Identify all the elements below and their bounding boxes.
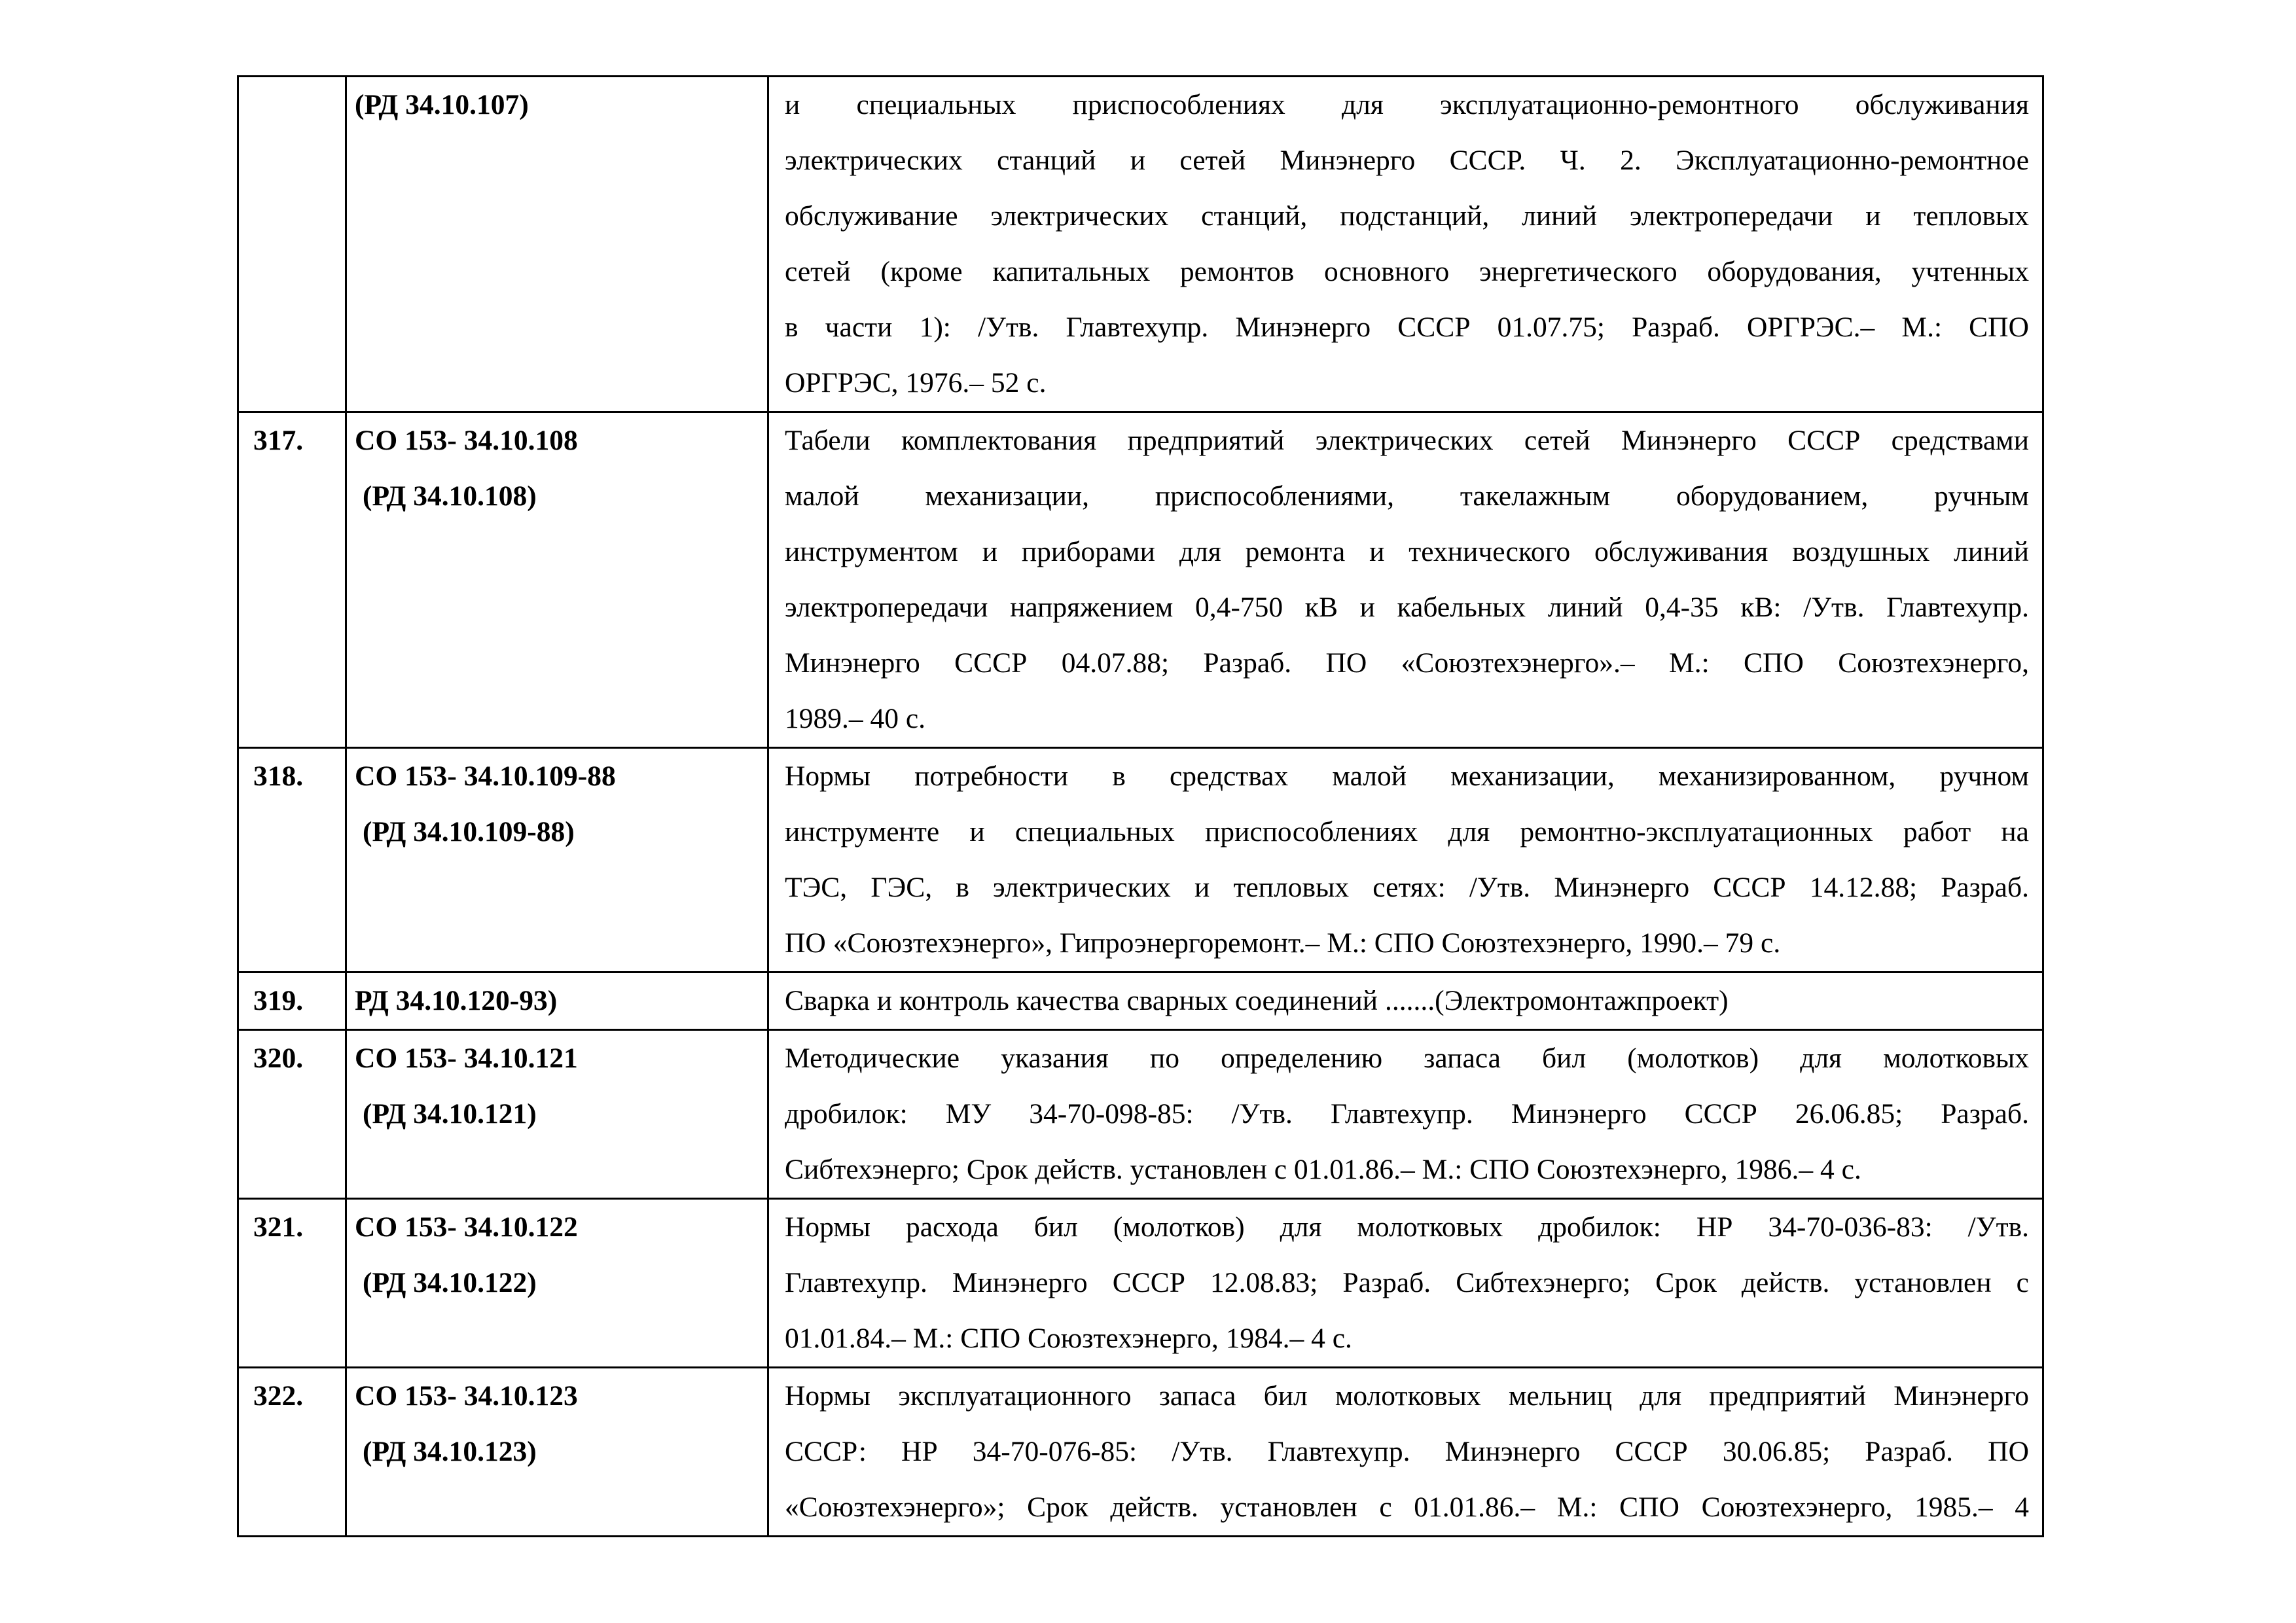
table-row xyxy=(238,748,2043,972)
table-row xyxy=(238,1030,2043,1199)
document-description-cell xyxy=(768,748,2043,972)
description-line: «Союзтехэнерго»; Срок действ. установлен с 01.01.86.– М.: СПО Союзтехэнерго, 1985.– 4 xyxy=(785,1491,2029,1523)
document-code-line: РД 34.10.120-93) xyxy=(355,985,558,1016)
description-line: Сибтехэнерго; Срок действ. установлен с 01.01.86.– М.: СПО Союзтехэнерго, 1986.– 4 с. xyxy=(785,1154,1861,1185)
document-code-line: СО 153- 34.10.121 xyxy=(355,1043,578,1074)
description-line: Нормы эксплуатационного запаса бил молотковых мельниц для предприятий Минэнерго xyxy=(785,1380,2029,1412)
description-line: ТЭС, ГЭС, в электрических и тепловых сетях: /Утв. Минэнерго СССР 14.12.88; Разраб. xyxy=(785,872,2029,903)
description-line: дробилок: МУ 34-70-098-85: /Утв. Главтехупр. Минэнерго СССР 26.06.85; Разраб. xyxy=(785,1098,2029,1130)
row-number: 317. xyxy=(238,412,346,748)
document-code-line: (РД 34.10.109-88) xyxy=(363,816,575,847)
description-line: Табели комплектования предприятий электрических сетей Минэнерго СССР средствами xyxy=(785,425,2029,456)
document-code-line: (РД 34.10.107) xyxy=(355,89,529,120)
description-line: ПО «Союзтехэнерго», Гипроэнергоремонт.– М.: СПО Союзтехэнерго, 1990.– 79 с. xyxy=(785,927,1781,959)
row-number xyxy=(238,77,346,412)
row-number: 318. xyxy=(238,748,346,972)
description-line: в части 1): /Утв. Главтехупр. Минэнерго СССР 01.07.75; Разраб. ОРГРЭС.– М.: СПО xyxy=(785,312,2029,343)
document-code-line: СО 153- 34.10.108 xyxy=(355,425,578,456)
description-line: инструментом и приборами для ремонта и технического обслуживания воздушных линий xyxy=(785,536,2029,567)
table-row xyxy=(238,972,2043,1030)
document-code-cell xyxy=(346,748,768,972)
standards-table xyxy=(237,75,2044,1537)
document-code-line: (РД 34.10.123) xyxy=(363,1436,537,1467)
document-code-cell xyxy=(346,972,768,1030)
document-description-cell xyxy=(768,1368,2043,1537)
document-code-line: СО 153- 34.10.123 xyxy=(355,1380,578,1412)
description-line: обслуживание электрических станций, подстанций, линий электропередачи и тепловых xyxy=(785,200,2029,232)
description-line: Нормы потребности в средствах малой механизации, механизированном, ручном xyxy=(785,760,2029,792)
description-line: малой механизации, приспособлениями, такелажным оборудованием, ручным xyxy=(785,480,2029,512)
table-row xyxy=(238,1368,2043,1537)
document-description-cell xyxy=(768,412,2043,748)
table-row xyxy=(238,412,2043,748)
description-line: электропередачи напряжением 0,4-750 кВ и кабельных линий 0,4-35 кВ: /Утв. Главтехупр. xyxy=(785,592,2029,623)
table-row xyxy=(238,1199,2043,1368)
description-line: электрических станций и сетей Минэнерго СССР. Ч. 2. Эксплуатационно-ремонтное xyxy=(785,145,2029,176)
row-number: 322. xyxy=(238,1368,346,1537)
standards-table-body xyxy=(238,77,2043,1537)
description-line: Главтехупр. Минэнерго СССР 12.08.83; Разраб. Сибтехэнерго; Срок действ. установлен с xyxy=(785,1267,2029,1298)
document-code-line: (РД 34.10.121) xyxy=(363,1098,537,1130)
document-code-line: (РД 34.10.108) xyxy=(363,480,537,512)
description-line: Методические указания по определению запаса бил (молотков) для молотковых xyxy=(785,1043,2029,1074)
description-line: инструменте и специальных приспособлениях для ремонтно-эксплуатационных работ на xyxy=(785,816,2029,847)
document-description-cell xyxy=(768,972,2043,1030)
document-description-cell xyxy=(768,1030,2043,1199)
document-code-line: СО 153- 34.10.122 xyxy=(355,1211,578,1243)
description-line: Сварка и контроль качества сварных соединений .......(Электромонтажпроект) xyxy=(785,985,1729,1016)
document-code-cell xyxy=(346,1199,768,1368)
document-code-line: СО 153- 34.10.109-88 xyxy=(355,760,616,792)
row-number: 321. xyxy=(238,1199,346,1368)
document-description-cell xyxy=(768,1199,2043,1368)
document-code-cell xyxy=(346,1368,768,1537)
description-line: 1989.– 40 с. xyxy=(785,703,926,734)
document-code-cell xyxy=(346,412,768,748)
document-code-cell xyxy=(346,77,768,412)
description-line: СССР: НР 34-70-076-85: /Утв. Главтехупр. Минэнерго СССР 30.06.85; Разраб. ПО xyxy=(785,1436,2029,1467)
document-description-cell xyxy=(768,77,2043,412)
row-number: 320. xyxy=(238,1030,346,1199)
document-code-line: (РД 34.10.122) xyxy=(363,1267,537,1298)
row-number: 319. xyxy=(238,972,346,1030)
table-row xyxy=(238,77,2043,412)
description-line: ОРГРЭС, 1976.– 52 с. xyxy=(785,367,1047,399)
description-line: Минэнерго СССР 04.07.88; Разраб. ПО «Союзтехэнерго».– М.: СПО Союзтехэнерго, xyxy=(785,647,2029,679)
description-line: сетей (кроме капитальных ремонтов основного энергетического оборудования, учтенных xyxy=(785,256,2029,287)
description-line: Нормы расхода бил (молотков) для молотковых дробилок: НР 34-70-036-83: /Утв. xyxy=(785,1211,2029,1243)
document-code-cell xyxy=(346,1030,768,1199)
description-line: и специальных приспособлениях для эксплуатационно-ремонтного обслуживания xyxy=(785,89,2029,120)
description-line: 01.01.84.– М.: СПО Союзтехэнерго, 1984.– 4 с. xyxy=(785,1323,1352,1354)
